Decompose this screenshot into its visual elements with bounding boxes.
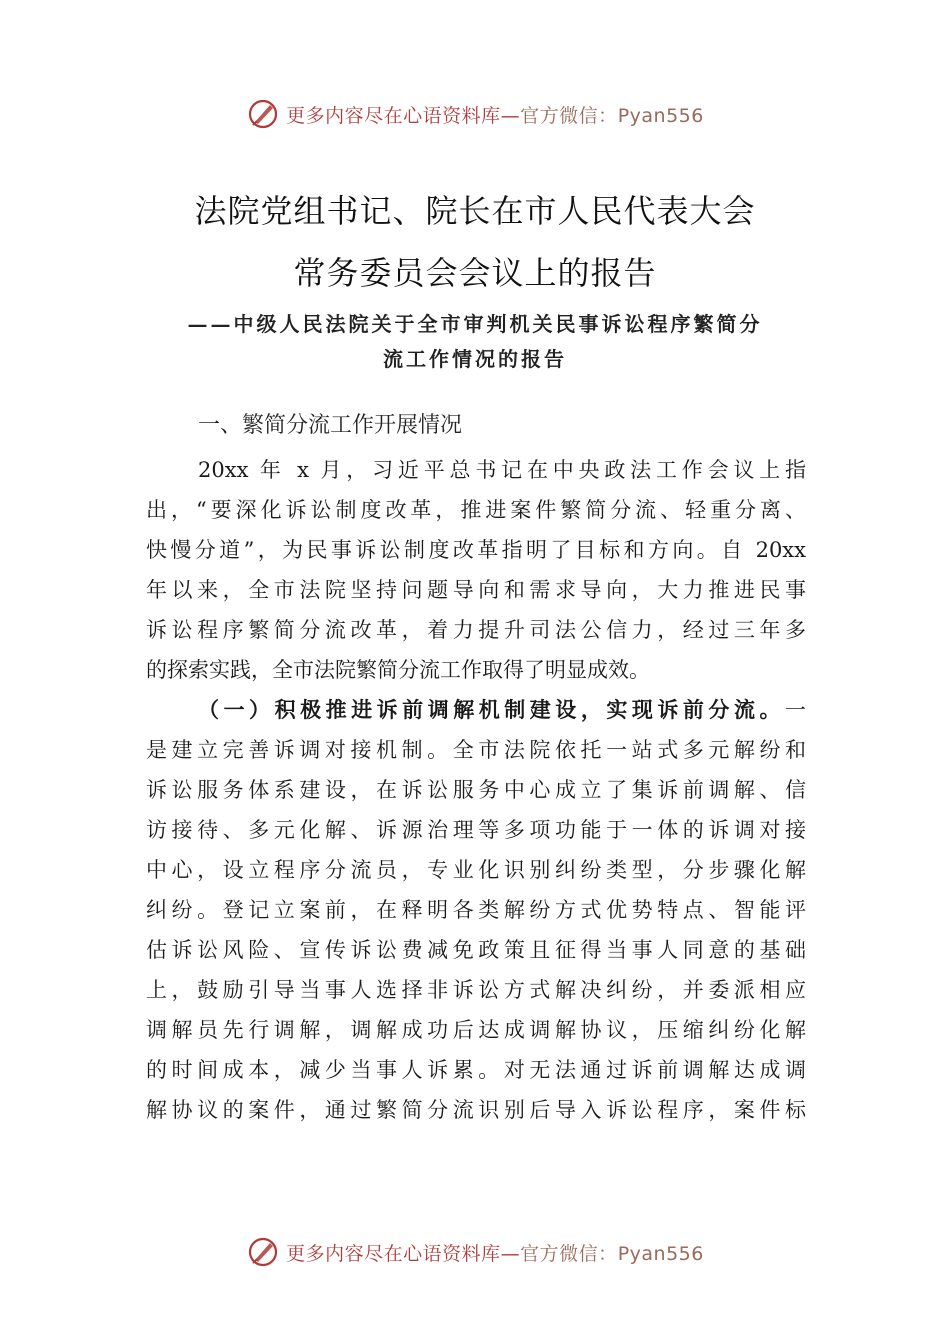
paragraph-line: 访接待、多元化解、诉源治理等多项功能于一体的诉调对接 xyxy=(146,818,806,842)
paragraph-line: 纠纷。登记立案前，在释明各类解纷方式优势特点、智能评 xyxy=(146,898,806,922)
watermark-banner-bottom xyxy=(0,1232,950,1272)
paragraph-line: 估诉讼风险、宣传诉讼费减免政策且征得当事人同意的基础 xyxy=(146,938,806,962)
section-heading: 一、繁简分流工作开展情况 xyxy=(198,413,463,438)
watermark-text: 更多内容尽在心语资料库—官方微信：Pyan556 xyxy=(286,1242,704,1265)
paragraph-line: 上，鼓励引导当事人选择非诉讼方式解决纠纷，并委派相应 xyxy=(146,978,806,1002)
paragraph-line: 解协议的案件，通过繁简分流识别后导入诉讼程序，案件标 xyxy=(146,1098,806,1122)
paragraph-line: 20xx 年 x 月，习近平总书记在中央政法工作会议上指 xyxy=(198,458,806,482)
paragraph-line: 的时间成本，减少当事人诉累。对无法通过诉前调解达成调 xyxy=(146,1058,806,1082)
quill-seal-icon xyxy=(246,97,280,131)
paragraph-line: 快慢分道”，为民事诉讼制度改革指明了目标和方向。自 20xx xyxy=(146,538,806,562)
paragraph-line: 的探索实践，全市法院繁简分流工作取得了明显成效。 xyxy=(146,658,650,682)
paragraph-line: 出，“要深化诉讼制度改革，推进案件繁简分流、轻重分离、 xyxy=(146,498,806,522)
paragraph-line: 是建立完善诉调对接机制。全市法院依托一站式多元解纷和 xyxy=(146,738,806,762)
body-text xyxy=(146,450,806,1130)
document-subtitle-line-2: 流工作情况的报告 xyxy=(383,347,567,371)
paragraph-line: 年以来，全市法院坚持问题导向和需求导向，大力推进民事 xyxy=(146,578,806,602)
subsection-line xyxy=(146,690,806,730)
document-title-line-2: 常务委员会会议上的报告 xyxy=(293,254,657,292)
document-title-line-1: 法院党组书记、院长在市人民代表大会 xyxy=(194,192,756,230)
watermark-text: 更多内容尽在心语资料库—官方微信：Pyan556 xyxy=(286,104,704,127)
paragraph-line: 诉讼服务体系建设，在诉讼服务中心成立了集诉前调解、信 xyxy=(146,778,806,802)
document-subtitle-line-1: ——中级人民法院关于全市审判机关民事诉讼程序繁简分 xyxy=(187,312,763,336)
quill-seal-icon xyxy=(246,1235,280,1269)
paragraph-line: 诉讼程序繁简分流改革，着力提升司法公信力，经过三年多 xyxy=(146,618,806,642)
paragraph-line: 调解员先行调解，调解成功后达成调解协议，压缩纠纷化解 xyxy=(146,1018,806,1042)
subsection-heading: （一）积极推进诉前调解机制建设，实现诉前分流。 xyxy=(198,697,785,722)
watermark-banner-top xyxy=(0,94,950,134)
paragraph-line: 中心，设立程序分流员，专业化识别纠纷类型，分步骤化解 xyxy=(146,858,806,882)
paragraph-text: 一 xyxy=(785,698,806,722)
